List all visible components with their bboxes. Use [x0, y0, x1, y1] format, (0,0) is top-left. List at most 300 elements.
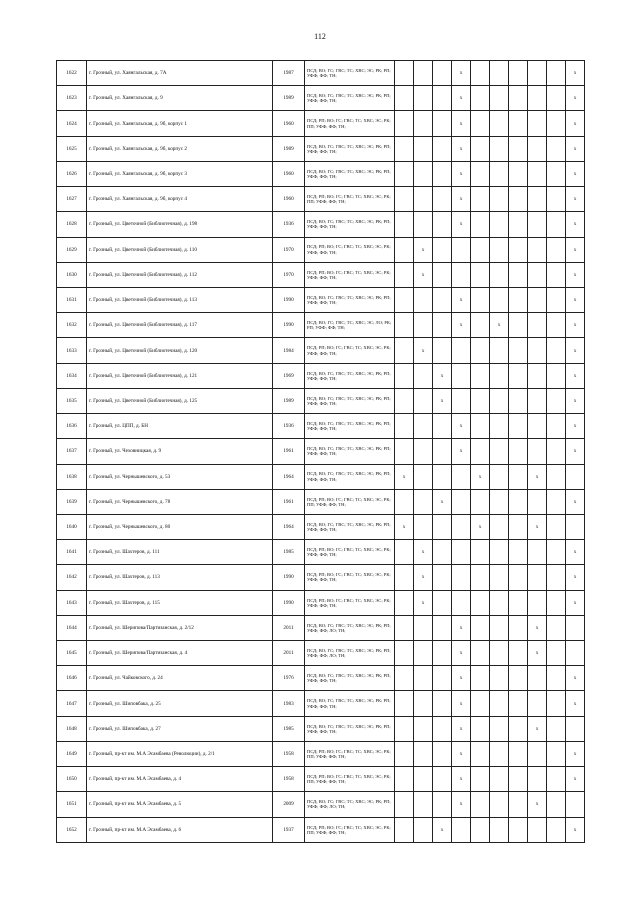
year-mark-cell	[471, 540, 490, 565]
year-mark-cell: x	[566, 237, 585, 262]
year-mark-cell: x	[566, 86, 585, 111]
year-mark-cell: x	[566, 313, 585, 338]
year-mark-cell: x	[566, 666, 585, 691]
table-row	[57, 464, 585, 489]
row-number-cell: 1636	[57, 414, 87, 439]
table-row	[57, 666, 585, 691]
year-mark-cell	[509, 691, 528, 716]
year-built-cell: 1983	[273, 691, 305, 716]
systems-cell: ПСД; РП; ВО; ГС; ГВС; ТС; ХВС; ЭС; РК; ПП; УФФ; ФФ; ТН;	[305, 741, 395, 766]
year-mark-cell	[547, 666, 566, 691]
year-mark-cell	[490, 414, 509, 439]
year-mark-cell	[433, 313, 452, 338]
year-mark-cell	[414, 136, 433, 161]
year-mark-cell	[414, 388, 433, 413]
year-mark-cell	[471, 187, 490, 212]
year-mark-cell	[490, 615, 509, 640]
row-number-cell: 1634	[57, 363, 87, 388]
year-mark-cell	[433, 86, 452, 111]
year-mark-cell: x	[566, 540, 585, 565]
year-built-cell: 1937	[273, 817, 305, 842]
year-mark-cell	[395, 86, 414, 111]
year-mark-cell	[547, 287, 566, 312]
year-mark-cell	[395, 136, 414, 161]
address-cell: г. Грозный, пр-кт им. М.А Эсамбаева, д. 4	[87, 767, 273, 792]
year-mark-cell	[509, 767, 528, 792]
table-row	[57, 489, 585, 514]
year-mark-cell	[528, 741, 547, 766]
year-mark-cell	[395, 338, 414, 363]
address-cell: г. Грозный, пр-кт им. М.А Эсамбаева, д. 6	[87, 817, 273, 842]
year-mark-cell	[471, 666, 490, 691]
year-mark-cell	[471, 615, 490, 640]
year-built-cell: 1961	[273, 489, 305, 514]
year-built-cell: 1985	[273, 540, 305, 565]
year-mark-cell	[395, 666, 414, 691]
year-mark-cell	[547, 414, 566, 439]
year-mark-cell	[433, 741, 452, 766]
year-built-cell: 1960	[273, 111, 305, 136]
year-mark-cell	[471, 237, 490, 262]
year-mark-cell: x	[452, 313, 471, 338]
year-mark-cell	[490, 439, 509, 464]
systems-cell: ПСД; РП; ВО; ГС; ГВС; ТС; ХВС; ЭС; РК; ПП; УФФ; ФФ; ТН;	[305, 767, 395, 792]
year-mark-cell	[452, 590, 471, 615]
year-mark-cell: x	[452, 111, 471, 136]
year-mark-cell	[395, 414, 414, 439]
year-built-cell: 1990	[273, 313, 305, 338]
year-mark-cell	[490, 136, 509, 161]
systems-cell: ПСД; ВО; ГС; ГВС; ТС; ХВС; ЭС; РК; РП; УФФ; ФФ; ТН;	[305, 136, 395, 161]
year-built-cell: 1989	[273, 388, 305, 413]
address-cell: г. Грозный, ул. Цветочной (Библиотечная), д. 198	[87, 212, 273, 237]
systems-cell: ПСД; ВО; ГС; ГВС; ТС; ХВС; ЭС; РК; РП; УФФ; ФФ; ТН;	[305, 287, 395, 312]
address-cell: г. Грозный, ул. Чайковского, д. 24	[87, 666, 273, 691]
systems-cell: ПСД; ВО; ГС; ГВС; ТС; ХВС; ЭС; РК; РП; УФФ; ФФ; ЛО; ТН;	[305, 615, 395, 640]
year-mark-cell	[528, 363, 547, 388]
year-mark-cell	[528, 338, 547, 363]
year-mark-cell	[395, 237, 414, 262]
year-mark-cell	[433, 641, 452, 666]
systems-cell: ПСД; РП; ВО; ГС; ГВС; ТС; ХВС; ЭС; РК; ПП; УФФ; ФФ; ТН;	[305, 111, 395, 136]
year-mark-cell	[471, 313, 490, 338]
year-mark-cell	[509, 338, 528, 363]
row-number-cell: 1622	[57, 61, 87, 86]
year-mark-cell	[509, 565, 528, 590]
row-number-cell: 1627	[57, 187, 87, 212]
table-row	[57, 61, 585, 86]
year-mark-cell	[471, 414, 490, 439]
year-mark-cell: x	[452, 187, 471, 212]
year-mark-cell	[414, 86, 433, 111]
year-mark-cell	[547, 212, 566, 237]
year-mark-cell: x	[566, 187, 585, 212]
row-number-cell: 1645	[57, 641, 87, 666]
table-row	[57, 817, 585, 842]
year-mark-cell	[509, 641, 528, 666]
year-mark-cell	[414, 287, 433, 312]
address-cell: г. Грозный, ул. Хаянгальская, д. 7А	[87, 61, 273, 86]
year-mark-cell	[395, 741, 414, 766]
address-cell: г. Грозный, ул. Шиповбака, д. 25	[87, 691, 273, 716]
row-number-cell: 1640	[57, 514, 87, 539]
systems-cell: ПСД; ВО; ГС; ГВС; ТС; ХВС; ЭС; РК; РП; УФФ; ФФ; ТН;	[305, 61, 395, 86]
year-mark-cell	[528, 86, 547, 111]
year-mark-cell	[433, 666, 452, 691]
year-built-cell: 1960	[273, 161, 305, 186]
year-mark-cell	[433, 691, 452, 716]
year-mark-cell	[509, 161, 528, 186]
row-number-cell: 1635	[57, 388, 87, 413]
year-mark-cell	[528, 817, 547, 842]
registry-body	[57, 61, 585, 843]
year-mark-cell	[414, 414, 433, 439]
year-built-cell: 1970	[273, 262, 305, 287]
address-cell: г. Грозный, ул. Хаянгальская, д. 9б, корпус 2	[87, 136, 273, 161]
year-mark-cell	[547, 439, 566, 464]
year-mark-cell	[433, 565, 452, 590]
year-mark-cell	[414, 61, 433, 86]
table-row	[57, 767, 585, 792]
year-mark-cell	[547, 262, 566, 287]
year-mark-cell	[490, 61, 509, 86]
year-mark-cell	[395, 641, 414, 666]
year-built-cell: 1990	[273, 565, 305, 590]
year-mark-cell: x	[452, 136, 471, 161]
year-mark-cell	[471, 565, 490, 590]
year-mark-cell	[547, 61, 566, 86]
year-mark-cell	[414, 439, 433, 464]
row-number-cell: 1652	[57, 817, 87, 842]
year-mark-cell	[509, 313, 528, 338]
address-cell: г. Грозный, ул. Шахтеров, д. 115	[87, 590, 273, 615]
year-built-cell: 2011	[273, 641, 305, 666]
year-mark-cell: x	[566, 111, 585, 136]
address-cell: г. Грозный, ул. Чернышевского, д. 78	[87, 489, 273, 514]
address-cell: г. Грозный, ул. Цветочной (Библиотечная), д. 110	[87, 237, 273, 262]
year-mark-cell	[528, 767, 547, 792]
row-number-cell: 1624	[57, 111, 87, 136]
year-mark-cell	[414, 489, 433, 514]
year-mark-cell	[433, 540, 452, 565]
year-mark-cell	[490, 161, 509, 186]
year-mark-cell: x	[528, 716, 547, 741]
row-number-cell: 1633	[57, 338, 87, 363]
year-mark-cell	[414, 464, 433, 489]
table-row	[57, 514, 585, 539]
year-mark-cell	[490, 514, 509, 539]
year-mark-cell: x	[566, 439, 585, 464]
year-mark-cell	[471, 767, 490, 792]
year-mark-cell	[566, 514, 585, 539]
year-built-cell: 1969	[273, 363, 305, 388]
table-row	[57, 187, 585, 212]
year-mark-cell	[471, 641, 490, 666]
year-mark-cell	[471, 287, 490, 312]
year-mark-cell: x	[566, 414, 585, 439]
table-row	[57, 161, 585, 186]
year-mark-cell	[547, 237, 566, 262]
year-built-cell: 1964	[273, 464, 305, 489]
year-mark-cell	[395, 565, 414, 590]
address-cell: г. Грозный, пр-кт им. М.А Эсамбаева (Революции), д. 2/1	[87, 741, 273, 766]
year-mark-cell: x	[452, 641, 471, 666]
year-mark-cell	[490, 237, 509, 262]
row-number-cell: 1630	[57, 262, 87, 287]
year-mark-cell	[547, 540, 566, 565]
year-mark-cell: x	[566, 691, 585, 716]
year-mark-cell	[547, 111, 566, 136]
year-mark-cell	[528, 136, 547, 161]
year-mark-cell	[528, 590, 547, 615]
year-built-cell: 1936	[273, 414, 305, 439]
year-mark-cell	[471, 741, 490, 766]
year-mark-cell: x	[414, 237, 433, 262]
row-number-cell: 1643	[57, 590, 87, 615]
year-mark-cell: x	[528, 615, 547, 640]
year-mark-cell	[471, 161, 490, 186]
year-mark-cell	[509, 741, 528, 766]
year-mark-cell: x	[566, 212, 585, 237]
year-mark-cell	[490, 262, 509, 287]
row-number-cell: 1631	[57, 287, 87, 312]
year-mark-cell	[547, 86, 566, 111]
year-mark-cell	[509, 262, 528, 287]
year-mark-cell	[547, 338, 566, 363]
year-mark-cell	[509, 615, 528, 640]
year-mark-cell	[395, 313, 414, 338]
systems-cell: ПСД; ВО; ГС; ГВС; ТС; ХВС; ЭС; РК; РП; УФФ; ФФ; ТН;	[305, 691, 395, 716]
year-mark-cell	[452, 338, 471, 363]
year-mark-cell	[433, 514, 452, 539]
year-mark-cell	[490, 767, 509, 792]
table-row	[57, 313, 585, 338]
systems-cell: ПСД; РП; ВО; ГС; ГВС; ТС; ХВС; ЭС; РК; УФФ; ФФ; ТН;	[305, 540, 395, 565]
year-mark-cell	[452, 388, 471, 413]
row-number-cell: 1649	[57, 741, 87, 766]
table-row	[57, 363, 585, 388]
year-mark-cell	[433, 61, 452, 86]
year-mark-cell	[528, 388, 547, 413]
systems-cell: ПСД; РП; ВО; ГС; ГВС; ТС; ХВС; ЭС; РК; ПП; УФФ; ФФ; ТН;	[305, 187, 395, 212]
year-mark-cell	[566, 792, 585, 817]
year-mark-cell	[528, 287, 547, 312]
year-mark-cell	[509, 817, 528, 842]
systems-cell: ПСД; ВО; ГС; ГВС; ТС; ХВС; ЭС; РК; РП; УФФ; ФФ; ТН;	[305, 439, 395, 464]
systems-cell: ПСД; ВО; ГС; ГВС; ТС; ХВС; ЭС; РК; РП; УФФ; ФФ; ТН;	[305, 388, 395, 413]
year-mark-cell	[490, 489, 509, 514]
year-mark-cell	[414, 716, 433, 741]
year-mark-cell	[471, 489, 490, 514]
year-mark-cell	[490, 741, 509, 766]
table-row	[57, 86, 585, 111]
year-built-cell: 1989	[273, 136, 305, 161]
year-built-cell: 1958	[273, 767, 305, 792]
table-row	[57, 691, 585, 716]
year-built-cell: 1984	[273, 338, 305, 363]
year-mark-cell	[433, 464, 452, 489]
year-mark-cell	[414, 767, 433, 792]
year-mark-cell	[414, 741, 433, 766]
year-mark-cell	[509, 187, 528, 212]
year-mark-cell	[490, 590, 509, 615]
year-mark-cell	[433, 237, 452, 262]
year-mark-cell	[433, 414, 452, 439]
year-built-cell: 1964	[273, 514, 305, 539]
year-mark-cell	[471, 86, 490, 111]
address-cell: г. Грозный, пр-кт им. М.А Эсамбаева, д. 5	[87, 792, 273, 817]
year-mark-cell	[471, 136, 490, 161]
year-mark-cell	[471, 363, 490, 388]
row-number-cell: 1629	[57, 237, 87, 262]
address-cell: г. Грозный, ул. ЦПП, д. БН	[87, 414, 273, 439]
systems-cell: ПСД; РП; ВО; ГС; ГВС; ТС; ХВС; ЭС; РК; УФФ; ФФ; ТН;	[305, 590, 395, 615]
row-number-cell: 1650	[57, 767, 87, 792]
year-mark-cell	[433, 590, 452, 615]
year-mark-cell: x	[433, 388, 452, 413]
year-mark-cell	[395, 111, 414, 136]
address-cell: г. Грозный, ул. Чернышевского, д. 80	[87, 514, 273, 539]
year-mark-cell	[490, 338, 509, 363]
year-mark-cell	[471, 792, 490, 817]
year-mark-cell	[395, 439, 414, 464]
year-mark-cell: x	[452, 741, 471, 766]
year-mark-cell	[528, 540, 547, 565]
address-cell: г. Грозный, ул. Хаянгальская, д. 9	[87, 86, 273, 111]
table-row	[57, 716, 585, 741]
row-number-cell: 1638	[57, 464, 87, 489]
year-mark-cell	[490, 716, 509, 741]
address-cell: г. Грозный, ул. Шерипова/Партизанская, д. 2/12	[87, 615, 273, 640]
year-mark-cell	[452, 489, 471, 514]
year-mark-cell	[547, 741, 566, 766]
address-cell: г. Грозный, ул. Цветочной (Библиотечная), д. 125	[87, 388, 273, 413]
systems-cell: ПСД; ВО; ГС; ГВС; ТС; ХВС; ЭС; РК; РП; УФФ; ФФ; ЛО; ТН;	[305, 641, 395, 666]
year-mark-cell: x	[452, 792, 471, 817]
year-mark-cell	[528, 666, 547, 691]
year-mark-cell	[490, 388, 509, 413]
year-mark-cell	[395, 388, 414, 413]
year-mark-cell	[490, 565, 509, 590]
year-built-cell: 1990	[273, 590, 305, 615]
year-mark-cell: x	[566, 338, 585, 363]
year-mark-cell	[414, 313, 433, 338]
year-mark-cell	[471, 817, 490, 842]
year-mark-cell: x	[452, 287, 471, 312]
year-built-cell: 1970	[273, 237, 305, 262]
table-row	[57, 615, 585, 640]
year-mark-cell	[414, 187, 433, 212]
year-mark-cell	[452, 565, 471, 590]
table-row	[57, 414, 585, 439]
year-mark-cell	[414, 691, 433, 716]
year-mark-cell	[528, 161, 547, 186]
year-built-cell: 1960	[273, 187, 305, 212]
year-mark-cell	[566, 716, 585, 741]
year-mark-cell	[452, 514, 471, 539]
row-number-cell: 1648	[57, 716, 87, 741]
year-built-cell: 1989	[273, 86, 305, 111]
table-row	[57, 641, 585, 666]
year-mark-cell	[433, 287, 452, 312]
year-mark-cell: x	[566, 61, 585, 86]
row-number-cell: 1628	[57, 212, 87, 237]
address-cell: г. Грозный, ул. Шиповбака, д. 27	[87, 716, 273, 741]
year-mark-cell	[471, 212, 490, 237]
year-mark-cell: x	[566, 363, 585, 388]
year-mark-cell: x	[566, 287, 585, 312]
year-mark-cell	[414, 363, 433, 388]
row-number-cell: 1626	[57, 161, 87, 186]
year-mark-cell	[509, 61, 528, 86]
year-mark-cell: x	[414, 540, 433, 565]
year-mark-cell	[490, 111, 509, 136]
year-mark-cell: x	[433, 817, 452, 842]
year-mark-cell	[509, 514, 528, 539]
address-cell: г. Грозный, ул. Цветочной (Библиотечная), д. 117	[87, 313, 273, 338]
year-built-cell: 1990	[273, 287, 305, 312]
year-mark-cell	[509, 489, 528, 514]
year-mark-cell: x	[566, 817, 585, 842]
year-mark-cell	[547, 565, 566, 590]
year-mark-cell	[547, 187, 566, 212]
year-mark-cell	[395, 212, 414, 237]
address-cell: г. Грозный, ул. Шерипова/Партизанская, д. 4	[87, 641, 273, 666]
systems-cell: ПСД; ВО; ГС; ГВС; ТС; ХВС; ЭС; РК; РП; УФФ; ФФ; ТН;	[305, 666, 395, 691]
address-cell: г. Грозный, ул. Хаянгальская, д. 9б, корпус 4	[87, 187, 273, 212]
year-mark-cell: x	[452, 666, 471, 691]
year-mark-cell: x	[566, 767, 585, 792]
year-mark-cell: x	[414, 338, 433, 363]
year-mark-cell	[509, 237, 528, 262]
year-mark-cell: x	[452, 439, 471, 464]
table-row	[57, 590, 585, 615]
year-mark-cell	[528, 691, 547, 716]
year-mark-cell	[490, 792, 509, 817]
year-mark-cell: x	[414, 565, 433, 590]
systems-cell: ПСД; ВО; ГС; ГВС; ТС; ХВС; ЭС; РК; РП; УФФ; ФФ; ТН;	[305, 86, 395, 111]
year-mark-cell	[547, 767, 566, 792]
year-mark-cell	[433, 212, 452, 237]
address-cell: г. Грозный, ул. Шахтеров, д. 113	[87, 565, 273, 590]
systems-cell: ПСД; РП; ВО; ГС; ГВС; ТС; ХВС; ЭС; РК; УФФ; ФФ; ТН;	[305, 338, 395, 363]
year-mark-cell	[509, 716, 528, 741]
year-mark-cell: x	[566, 565, 585, 590]
year-mark-cell	[547, 716, 566, 741]
year-mark-cell	[490, 464, 509, 489]
systems-cell: ПСД; ВО; ГС; ГВС; ТС; ХВС; ЭС; РК; РП; УФФ; ФФ; ТН;	[305, 161, 395, 186]
year-mark-cell	[433, 439, 452, 464]
row-number-cell: 1632	[57, 313, 87, 338]
year-mark-cell: x	[433, 363, 452, 388]
year-mark-cell	[509, 414, 528, 439]
year-mark-cell	[509, 388, 528, 413]
year-mark-cell: x	[528, 641, 547, 666]
year-mark-cell	[433, 338, 452, 363]
year-mark-cell: x	[566, 136, 585, 161]
year-mark-cell	[414, 792, 433, 817]
year-mark-cell	[414, 615, 433, 640]
year-mark-cell: x	[471, 514, 490, 539]
year-mark-cell	[433, 262, 452, 287]
year-mark-cell: x	[414, 262, 433, 287]
table-row	[57, 741, 585, 766]
year-mark-cell	[395, 716, 414, 741]
year-mark-cell: x	[452, 61, 471, 86]
row-number-cell: 1641	[57, 540, 87, 565]
systems-cell: ПСД; ВО; ГС; ГВС; ТС; ХВС; ЭС; РК; РП; УФФ; ФФ; ТН;	[305, 514, 395, 539]
row-number-cell: 1651	[57, 792, 87, 817]
